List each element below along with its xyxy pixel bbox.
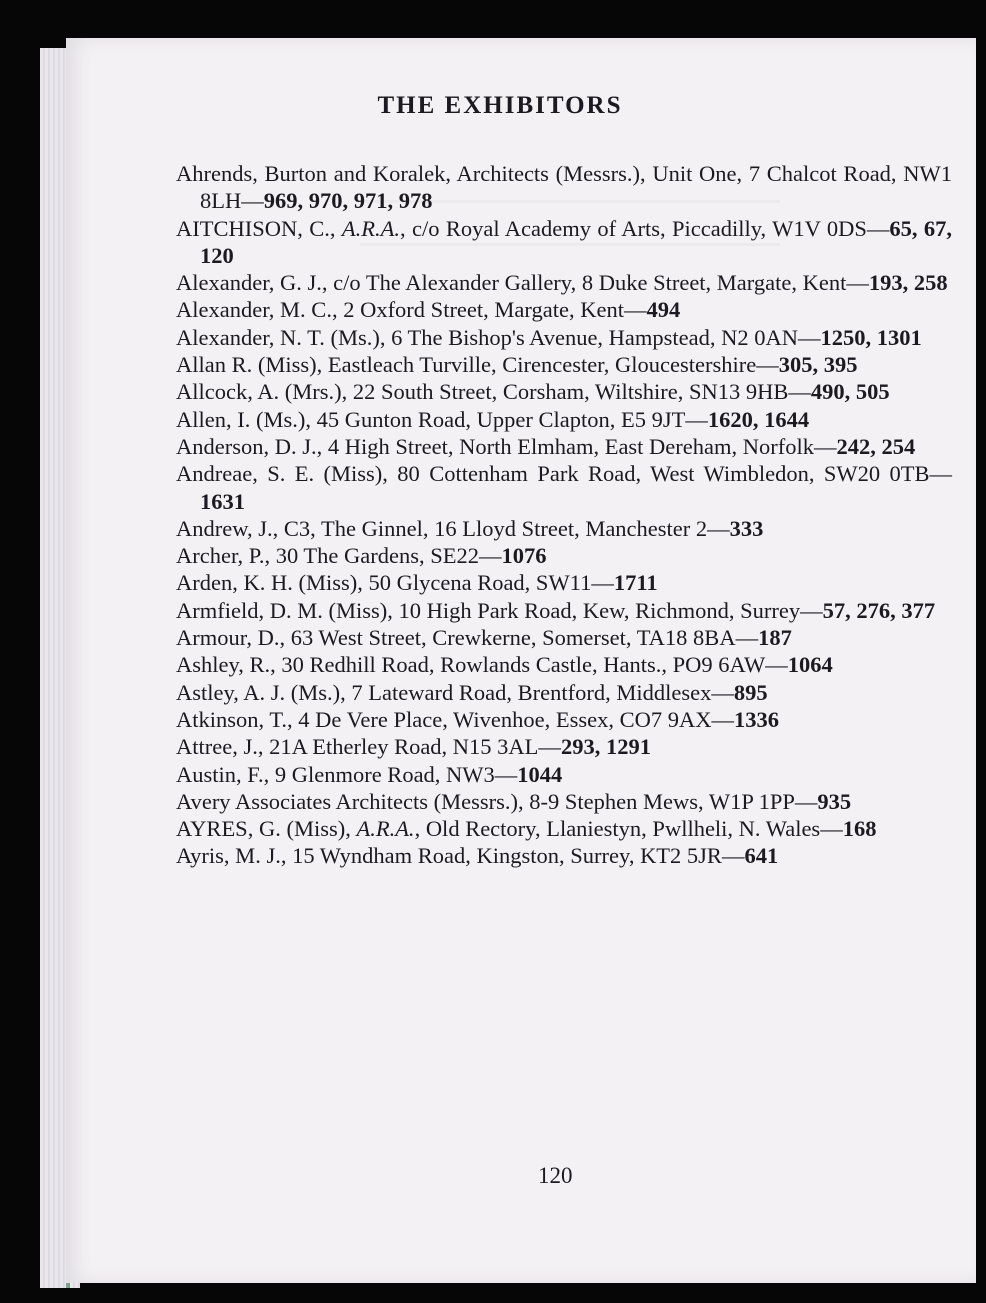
exhibitor-entry xyxy=(176,569,952,596)
catalogue-numbers: 1711 xyxy=(613,570,658,596)
catalogue-numbers: 1250, 1301 xyxy=(820,324,922,350)
entry-text: AITCHISON, C., xyxy=(176,215,342,241)
entry-text: Ashley, R., 30 Redhill Road, Rowlands Castle, Hants., PO9 6AW— xyxy=(176,652,788,678)
entry-text-continued: , c/o Royal Academy of Arts, Piccadilly, W1V 0DS— xyxy=(400,215,890,241)
exhibitor-entry xyxy=(176,761,952,788)
page-number: 120 xyxy=(538,1163,573,1188)
catalogue-numbers: 494 xyxy=(646,297,681,323)
exhibitor-entry xyxy=(176,406,952,433)
catalogue-numbers: 1631 xyxy=(200,488,245,514)
catalogue-numbers: 1064 xyxy=(787,652,833,678)
entry-honorific: A.R.A. xyxy=(356,816,415,842)
catalogue-numbers: 293, 1291 xyxy=(560,734,651,760)
entry-text: Atkinson, T., 4 De Vere Place, Wivenhoe, Essex, CO7 9AX— xyxy=(176,706,734,732)
exhibitor-entry xyxy=(176,651,952,678)
exhibitor-entry xyxy=(176,679,952,706)
entry-text: Allcock, A. (Mrs.), 22 South Street, Corsham, Wiltshire, SN13 9HB— xyxy=(176,379,811,405)
exhibitor-entry xyxy=(176,733,952,760)
exhibitor-entry xyxy=(176,842,952,869)
exhibitor-entry xyxy=(176,324,952,351)
exhibitor-entry xyxy=(176,378,952,405)
exhibitor-entry xyxy=(176,160,952,215)
entry-text: Alexander, M. C., 2 Oxford Street, Margate, Kent— xyxy=(176,297,647,323)
entry-text: Armfield, D. M. (Miss), 10 High Park Road, Kew, Richmond, Surrey— xyxy=(176,597,823,623)
exhibitor-entry xyxy=(176,597,952,624)
entry-text: Ayris, M. J., 15 Wyndham Road, Kingston, Surrey, KT2 5JR— xyxy=(176,843,745,869)
entry-text: Anderson, D. J., 4 High Street, North Elmham, East Dereham, Norfolk— xyxy=(176,433,837,459)
entry-text: Astley, A. J. (Ms.), 7 Lateward Road, Brentford, Middlesex— xyxy=(176,679,734,705)
catalogue-numbers: 333 xyxy=(729,515,764,541)
catalogue-numbers: 1620, 1644 xyxy=(707,406,810,432)
exhibitor-entry xyxy=(176,351,952,378)
catalogue-numbers: 242, 254 xyxy=(836,433,916,459)
exhibitor-entry xyxy=(176,624,952,651)
entry-text: Andrew, J., C3, The Ginnel, 16 Lloyd Street, Manchester 2— xyxy=(176,515,730,541)
entry-text: Allan R. (Miss), Eastleach Turville, Cirencester, Gloucestershire— xyxy=(176,352,779,378)
entry-text-continued: , Old Rectory, Llaniestyn, Pwllheli, N. Wales— xyxy=(414,816,843,842)
exhibitor-entry xyxy=(176,433,952,460)
catalogue-numbers: 490, 505 xyxy=(810,379,890,405)
catalogue-numbers: 935 xyxy=(817,788,852,814)
entry-text: Attree, J., 21A Etherley Road, N15 3AL— xyxy=(176,734,561,760)
entry-text: Allen, I. (Ms.), 45 Gunton Road, Upper Clapton, E5 9JT— xyxy=(176,406,708,432)
catalogue-numbers: 641 xyxy=(744,843,779,869)
catalogue-numbers: 1336 xyxy=(733,706,779,732)
catalogue-numbers: 193, 258 xyxy=(868,270,948,296)
catalogue-numbers: 187 xyxy=(758,625,792,651)
catalogue-numbers: 1076 xyxy=(501,543,547,569)
entry-text: Arden, K. H. (Miss), 50 Glycena Road, SW11— xyxy=(176,570,614,596)
entry-text: AYRES, G. (Miss), xyxy=(176,816,357,842)
exhibitor-entry xyxy=(176,215,952,270)
catalogue-numbers: 895 xyxy=(733,679,768,705)
entry-text: Austin, F., 9 Glenmore Road, NW3— xyxy=(176,761,518,787)
exhibitor-list xyxy=(176,160,952,870)
catalogue-numbers: 969, 970, 971, 978 xyxy=(263,188,433,214)
catalogue-numbers: 305, 395 xyxy=(778,352,858,378)
page-title: THE EXHIBITORS xyxy=(377,92,623,119)
entry-text: Armour, D., 63 West Street, Crewkerne, Somerset, TA18 8BA— xyxy=(176,625,759,651)
entry-text: Alexander, G. J., c/o The Alexander Gallery, 8 Duke Street, Margate, Kent— xyxy=(176,270,869,296)
exhibitor-entry xyxy=(176,515,952,542)
entry-text: Ahrends, Burton and Koralek, Architects (Messrs.), Unit One, 7 Chalcot Road, NW1 8LH— xyxy=(176,161,952,214)
catalogue-numbers: 168 xyxy=(842,816,877,842)
catalogue-numbers: 1044 xyxy=(517,761,563,787)
entry-text: Alexander, N. T. (Ms.), 6 The Bishop's Avenue, Hampstead, N2 0AN— xyxy=(176,324,821,350)
exhibitor-entry xyxy=(176,296,952,323)
entry-text: Andreae, S. E. (Miss), 80 Cottenham Park Road, West Wimbledon, SW20 0TB— xyxy=(176,461,952,487)
exhibitor-entry xyxy=(176,788,952,815)
exhibitor-entry xyxy=(176,460,952,515)
catalogue-numbers: 65, 67, 120 xyxy=(200,215,953,268)
entry-text: Avery Associates Architects (Messrs.), 8-9 Stephen Mews, W1P 1PP— xyxy=(176,788,818,814)
exhibitor-entry xyxy=(176,706,952,733)
exhibitor-entry xyxy=(176,542,952,569)
catalogue-numbers: 57, 276, 377 xyxy=(822,597,936,623)
entry-text: Archer, P., 30 The Gardens, SE22— xyxy=(176,543,502,569)
exhibitor-entry xyxy=(176,269,952,296)
exhibitor-entry xyxy=(176,815,952,842)
entry-honorific: A.R.A. xyxy=(341,215,401,241)
